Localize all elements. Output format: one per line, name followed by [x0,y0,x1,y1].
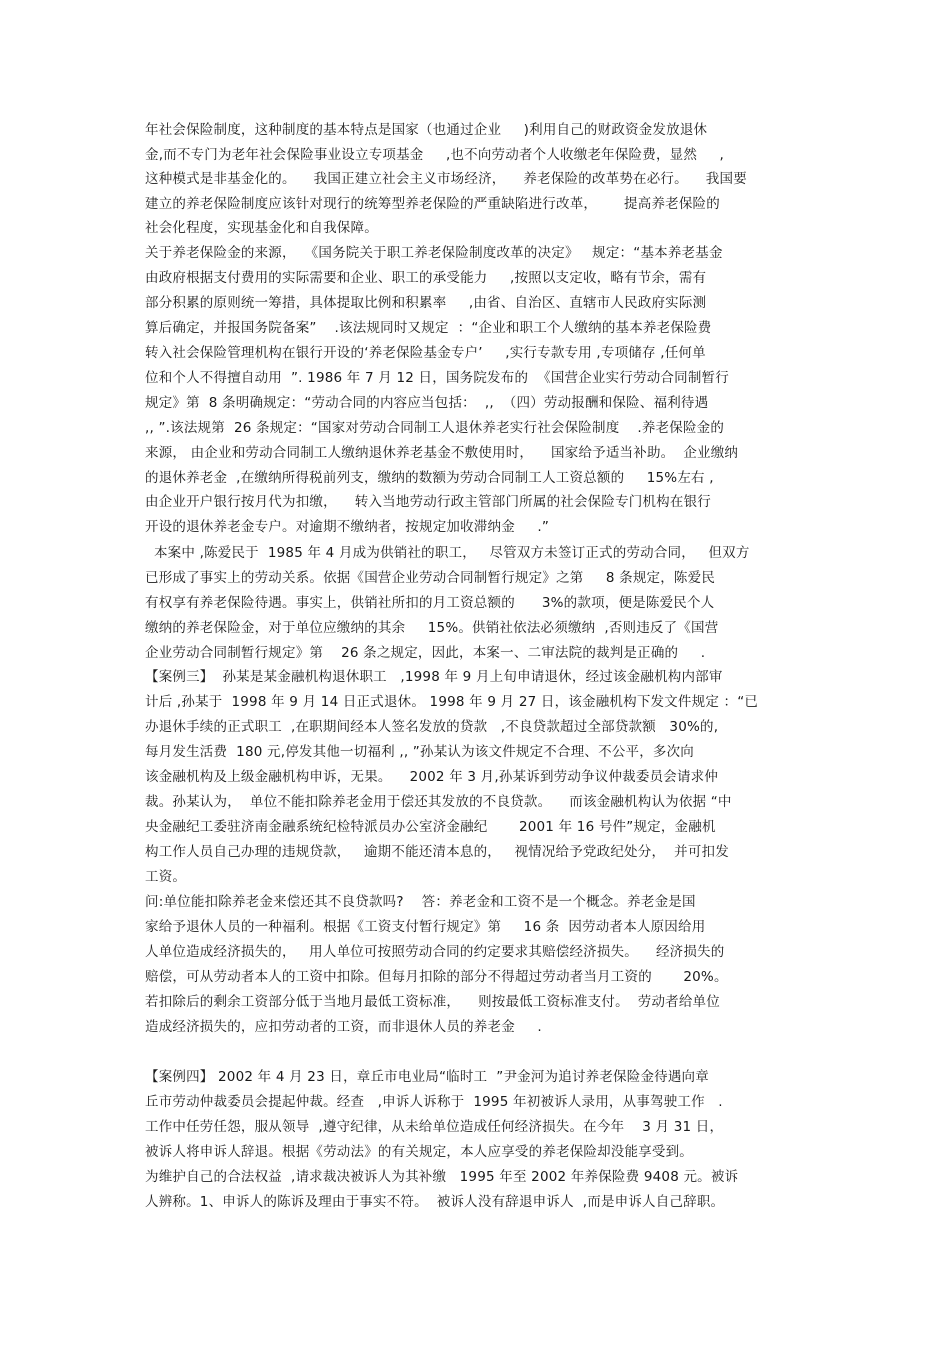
text-line: 造成经济损失的，应扣劳动者的工资，而非退休人员的养老金 . [145,1019,542,1035]
text-line: 该金融机构及上级金融机构申诉，无果。 2002 年 3 月,孙某诉到劳动争议仲裁委员会请求仲 [145,769,719,785]
text-line: 转入社会保险管理机构在银行开设的‘养老保险基金专户’ ,实行专款专用 ,专项储存 ,任何单 [145,345,706,361]
text-line: 办退休手续的正式职工 ,在职期间经本人签名发放的贷款 ,不良贷款超过全部贷款额 30%的, [145,719,719,735]
text-line: 工作中任劳任怨，服从领导 ,遵守纪律，从未给单位造成任何经济损失。在今年 3 月 31 日， [145,1119,724,1135]
text-line: 这种模式是非基金化的。 我国正建立社会主义市场经济， 养老保险的改革势在必行。 我国要 [145,171,747,187]
text-line: 年社会保险制度，这种制度的基本特点是国家（也通过企业 )利用自己的财政资金发放退休 [145,122,708,138]
text-line: 被诉人将申诉人辞退。根据《劳动法》的有关规定，本人应享受的养老保险却没能享受到。 [145,1144,693,1160]
text-line: 由企业开户银行按月代为扣缴， 转入当地劳动行政主管部门所属的社会保险专门机构在银行 [145,494,711,510]
text-line: 央金融纪工委驻济南金融系统纪检特派员办公室济金融纪 2001 年 16 号件”规定，金融机 [145,819,716,835]
text-line: 计后 ,孙某于 1998 年 9 月 14 日正式退休。 1998 年 9 月 27 日，该金融机构下发文件规定 ：“已 [145,694,759,710]
text-line: 为维护自己的合法权益 ,请求裁决被诉人为其补缴 1995 年至 2002 年养保险费 9408 元。被诉 [145,1169,739,1185]
text-line: 来源， 由企业和劳动合同制工人缴纳退休养老基金不敷使用时， 国家给予适当补助。 企业缴纳 [145,445,739,461]
text-line: 家给予退休人员的一种福利。根据《工资支付暂行规定》第 16 条 因劳动者本人原因给用 [145,919,706,935]
text-line: 人辨称。1、申诉人的陈诉及理由于事实不符。 被诉人没有辞退申诉人 ,而是申诉人自己辞职。 [145,1194,725,1210]
text-line: 关于养老保险金的来源， 《国务院关于职工养老保险制度改革的决定》 规定：“基本养老基金 [145,245,723,261]
text-line: 规定》第 8 条明确规定：“劳动合同的内容应当包括： ,, （四）劳动报酬和保险、福利待遇 [145,395,709,411]
text-line: 算后确定，并报国务院备案” .该法规同时又规定 ：“企业和职工个人缴纳的基本养老保险费 [145,320,712,336]
text-line: 【案例四】 2002 年 4 月 23 日，章丘市电业局“临时工 ”尹金河为追讨养老保险金待遇向章 [145,1069,709,1085]
text-line: 企业劳动合同制暂行规定》第 26 条之规定，因此，本案一、二审法院的裁判是正确的 . [145,645,706,661]
text-line: 建立的养老保险制度应该针对现行的统筹型养老保险的严重缺陷进行改革， 提高养老保险的 [145,196,720,212]
text-line: ,, ”.该法规第 26 条规定：“国家对劳动合同制工人退休养老实行社会保险制度 .养老保险金的 [145,420,725,436]
text-line: 已形成了事实上的劳动关系。依据《国营企业劳动合同制暂行规定》之第 8 条规定，陈爱民 [145,570,716,586]
text-line: 金,而不专门为老年社会保险事业设立专项基金 ,也不向劳动者个人收缴老年保险费，显然 , [145,147,724,163]
text-line: 【案例三】 孙某是某金融机构退休职工 ,1998 年 9 月上旬申请退休，经过该金融机构内部审 [145,669,723,685]
text-line: 有权享有养老保险待遇。事实上，供销社所扣的月工资总额的 3%的款项，便是陈爱民个人 [145,595,715,611]
text-line: 构工作人员自己办理的违规贷款， 逾期不能还清本息的， 视情况给予党政纪处分， 并可扣发 [145,844,729,860]
text-line: 每月发生活费 180 元,停发其他一切福利 ,, ”孙某认为该文件规定不合理、不公平，多次向 [145,744,694,760]
text-line: 问:单位能扣除养老金来偿还其不良贷款吗? 答：养老金和工资不是一个概念。养老金是国 [145,894,696,910]
text-line: 裁。孙某认为， 单位不能扣除养老金用于偿还其发放的不良贷款。 而该金融机构认为依据 “中 [145,794,732,810]
text-line: 开设的退休养老金专户。对逾期不缴纳者，按规定加收滞纳金 .” [145,519,550,535]
text-line: 缴纳的养老保险金，对于单位应缴纳的其余 15%。供销社依法必须缴纳 ,否则违反了《国营 [145,620,719,636]
text-line: 由政府根据支付费用的实际需要和企业、职工的承受能力 ,按照以支定收，略有节余，需有 [145,270,707,286]
text-line: 工资。 [145,869,187,885]
text-line: 本案中 ,陈爱民于 1985 年 4 月成为供销社的职工， 尽管双方未签订正式的劳动合同， 但双方 [145,545,750,561]
text-line: 丘市劳动仲裁委员会提起仲裁。经查 ,申诉人诉称于 1995 年初被诉人录用，从事驾驶工作 . [145,1094,723,1110]
text-line: 社会化程度，实现基金化和自我保障。 [145,220,378,236]
text-line: 部分积累的原则统一筹措，具体提取比例和积累率 ,由省、自治区、直辖市人民政府实际测 [145,295,707,311]
text-line: 赔偿，可从劳动者本人的工资中扣除。但每月扣除的部分不得超过劳动者当月工资的 20%。 [145,969,728,985]
text-line: 若扣除后的剩余工资部分低于当地月最低工资标准， 则按最低工资标准支付。 劳动者给单位 [145,994,720,1010]
text-line: 位和个人不得擅自动用 ”. 1986 年 7 月 12 日，国务院发布的 《国营企业实行劳动合同制暂行 [145,370,729,386]
text-line: 人单位造成经济损失的， 用人单位可按照劳动合同的约定要求其赔偿经济损失。 经济损失的 [145,944,725,960]
text-line: 的退休养老金 ,在缴纳所得税前列支，缴纳的数额为劳动合同制工人工资总额的 15%左右 , [145,470,714,486]
